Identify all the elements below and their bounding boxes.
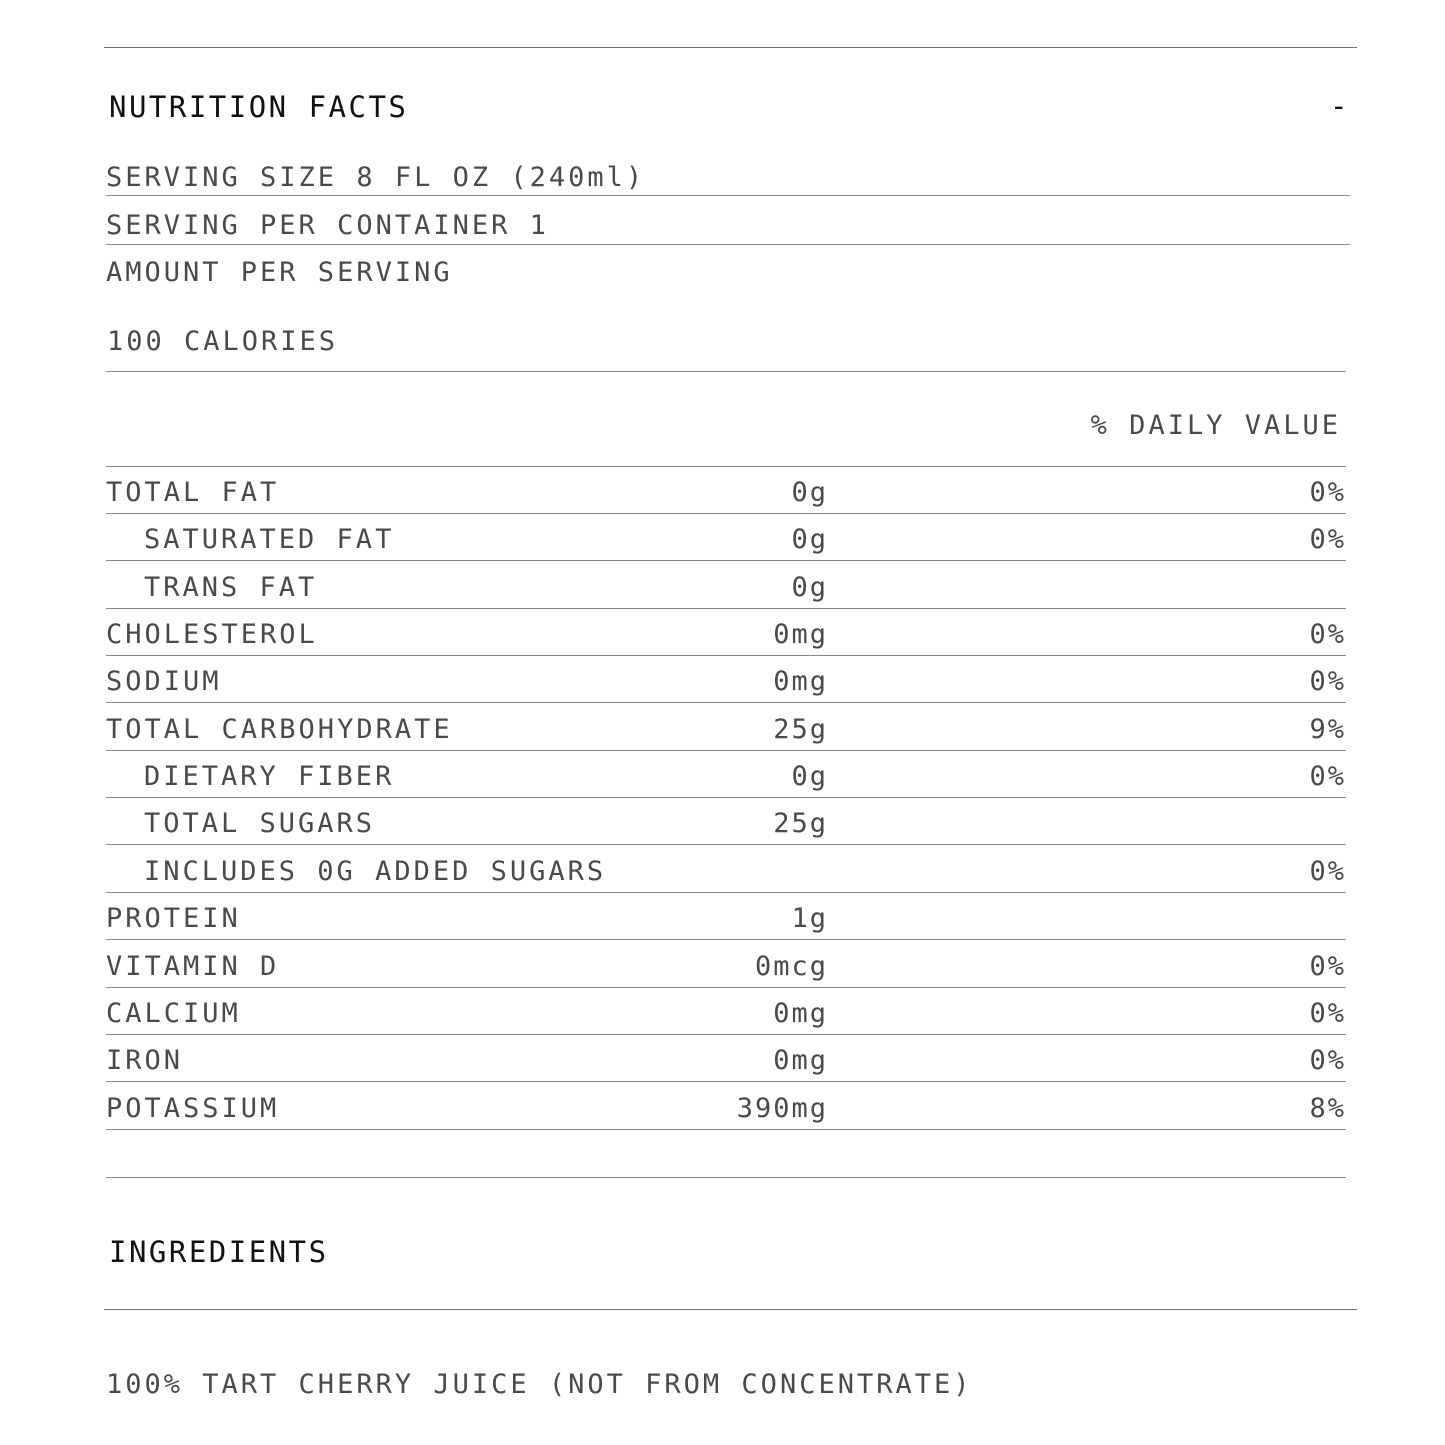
- nutrient-daily-value: 0%: [1309, 619, 1346, 651]
- nutrient-amount: 25g: [773, 808, 828, 840]
- nutrient-row: [106, 467, 1346, 514]
- nutrient-daily-value: 0%: [1309, 1045, 1346, 1077]
- nutrient-row: [106, 846, 1346, 893]
- nutrient-label: CALCIUM: [106, 997, 241, 1029]
- nutrient-amount: 1g: [791, 903, 828, 935]
- serving-size: SERVING SIZE 8 FL OZ (240ml): [106, 162, 646, 193]
- nutrient-daily-value: 0%: [1309, 997, 1346, 1029]
- calories: 100 CALORIES: [107, 326, 339, 357]
- nutrient-daily-value: 0%: [1309, 761, 1346, 793]
- nutrient-row: [106, 609, 1346, 656]
- servings-per-container: SERVING PER CONTAINER 1: [106, 210, 549, 241]
- nutrient-amount: 0mg: [773, 666, 828, 698]
- nutrient-daily-value: 0%: [1309, 950, 1346, 982]
- nutrient-label: SATURATED FAT: [144, 524, 395, 556]
- nutrient-label: CHOLESTEROL: [106, 619, 318, 651]
- serving-size-divider: [106, 195, 1350, 196]
- nutrient-daily-value: 8%: [1309, 1092, 1346, 1124]
- table-bottom-divider: [106, 1177, 1346, 1178]
- nutrient-daily-value: 0%: [1309, 855, 1346, 887]
- nutrient-label: TOTAL CARBOHYDRATE: [106, 713, 453, 745]
- nutrient-label: IRON: [106, 1045, 184, 1077]
- nutrient-row: [106, 656, 1346, 703]
- nutrient-label: INCLUDES 0G ADDED SUGARS: [144, 855, 607, 887]
- nutrient-row: [106, 751, 1346, 798]
- ingredients-divider: [104, 1309, 1357, 1310]
- row-divider: [106, 1129, 1346, 1130]
- nutrient-amount: 0mg: [773, 619, 828, 651]
- top-divider: [104, 47, 1357, 48]
- nutrient-label: PROTEIN: [106, 903, 241, 935]
- calories-divider: [106, 371, 1346, 372]
- nutrition-facts-heading[interactable]: NUTRITION FACTS: [109, 90, 409, 124]
- nutrient-amount: 0g: [791, 761, 828, 793]
- nutrient-amount: 0mcg: [754, 950, 828, 982]
- nutrient-label: TOTAL FAT: [106, 477, 280, 508]
- nutrient-daily-value: 0%: [1309, 666, 1346, 698]
- nutrient-row: [106, 1035, 1346, 1082]
- nutrient-amount: 0mg: [773, 1045, 828, 1077]
- nutrient-label: POTASSIUM: [106, 1092, 280, 1124]
- nutrient-daily-value: 0%: [1309, 477, 1346, 508]
- nutrient-label: SODIUM: [106, 666, 222, 698]
- nutrient-amount: 0g: [791, 477, 828, 508]
- amount-per-serving: AMOUNT PER SERVING: [106, 257, 453, 288]
- nutrient-row: [106, 562, 1346, 609]
- nutrient-label: VITAMIN D: [106, 950, 280, 982]
- nutrient-label: TRANS FAT: [144, 571, 318, 603]
- nutrient-amount: 390mg: [736, 1092, 828, 1124]
- nutrient-row: [106, 941, 1346, 988]
- collapse-toggle-icon[interactable]: -: [1330, 89, 1348, 123]
- nutrient-amount: 0g: [791, 571, 828, 603]
- nutrient-row: [106, 893, 1346, 940]
- daily-value-header: % DAILY VALUE: [1090, 410, 1341, 441]
- nutrient-daily-value: 0%: [1309, 524, 1346, 556]
- nutrient-row: [106, 704, 1346, 751]
- nutrient-amount: 0g: [791, 524, 828, 556]
- nutrient-row: [106, 514, 1346, 561]
- nutrient-amount: 0mg: [773, 997, 828, 1029]
- servings-divider: [106, 244, 1350, 245]
- nutrient-amount: 25g: [773, 713, 828, 745]
- ingredients-heading[interactable]: INGREDIENTS: [109, 1235, 329, 1269]
- ingredients-text: 100% TART CHERRY JUICE (NOT FROM CONCENTRATE): [106, 1369, 973, 1400]
- nutrient-row: [106, 988, 1346, 1035]
- nutrient-label: TOTAL SUGARS: [144, 808, 376, 840]
- nutrient-daily-value: 9%: [1309, 713, 1346, 745]
- nutrient-row: [106, 1083, 1346, 1130]
- nutrient-label: DIETARY FIBER: [144, 761, 395, 793]
- nutrient-row: [106, 798, 1346, 845]
